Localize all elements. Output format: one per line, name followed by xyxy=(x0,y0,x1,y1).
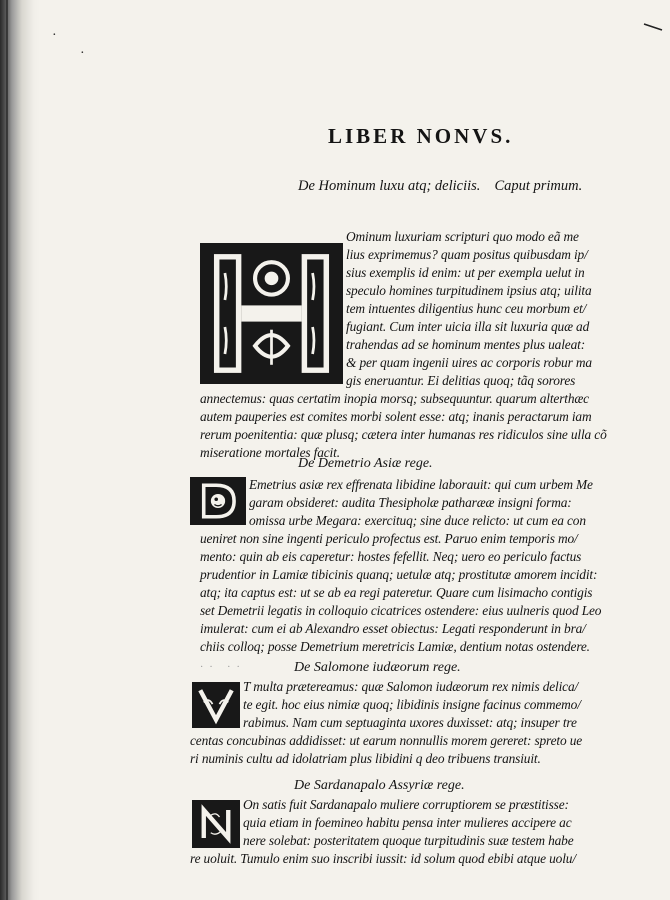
margin-speck: · xyxy=(52,28,57,43)
text-line: lius exprimemus? quam positus quibusdam ip/ xyxy=(346,247,588,262)
decorated-initial-n xyxy=(192,800,240,848)
chapter-label: Caput primum. xyxy=(494,178,583,194)
text-line: & per quam ingenii uires ac corporis robur ma xyxy=(346,355,592,370)
subsection-heading: De Demetrio Asiæ rege. xyxy=(298,456,433,471)
subsection-heading: De Sardanapalo Assyriæ rege. xyxy=(294,778,465,793)
book-title: LIBER NONVS. xyxy=(328,124,514,148)
book-spine-edge xyxy=(0,0,40,900)
text-line: nere solebat: posteritatem quoque turpitudinis suæ testem habe xyxy=(243,833,574,848)
text-line: speculo homines turpitudinem ipsius atq; uilita xyxy=(346,283,592,298)
text-line: ueniret non sine ingenti periculo profectus est. Paruo enim temporis mo/ xyxy=(200,531,578,546)
section-title: De Hominum luxu atq; deliciis. xyxy=(298,178,481,194)
text-line: ri numinis cultu ad idolatriam plus libidini q deo tribuens transiuit. xyxy=(190,751,541,766)
text-line: set Demetrii legatis in colloquio cicatrices ostendere: eius uulneris quod Leo xyxy=(200,603,602,618)
decorated-initial-h xyxy=(200,243,343,384)
text-line: mento: quin ab eis caperetur: hostes fefellit. Neq; uero eo periculo factus xyxy=(200,549,582,564)
text-line: imulerat: cum ei ab Alexandro esset obiectus: Legati responderunt in bra/ xyxy=(200,621,586,636)
text-line: tem intuentes diligentius hunc ceu morbum et/ xyxy=(346,301,587,316)
margin-speck: · xyxy=(80,46,85,61)
text-line: Ominum luxuriam scripturi quo modo eã me xyxy=(346,229,579,244)
section-heading xyxy=(298,178,618,195)
text-line: quia etiam in foemineo habitu pensa inter mulieres accipere ac xyxy=(243,815,572,830)
text-line: omissa urbe Megara: exercituq; sine duce relicto: ut cum ea con xyxy=(249,513,586,528)
text-line: T multa prætereamus: quæ Salomon iudæorum rex nimis delica/ xyxy=(243,679,579,694)
text-line: rerum poenitentia: quæ plusq; cætera inter humanas res ridiculos sine ulla cõ xyxy=(200,427,607,442)
text-line: Emetrius asiæ rex effrenata libidine laborauit: qui cum urbem Me xyxy=(249,477,593,492)
text-line: sius exemplis id enim: ut per exempla uelut in xyxy=(346,265,585,280)
decorated-initial-v xyxy=(192,682,240,728)
text-line: On satis fuit Sardanapalo muliere corruptiorem se præstitisse: xyxy=(243,797,569,812)
text-line: annectemus: quas certatim inopia morsq; subsequuntur. quarum alterthæc xyxy=(200,391,589,406)
ornament-icon xyxy=(193,480,243,522)
ornament-icon xyxy=(195,803,237,845)
text-line: miseratione mortales facit. xyxy=(200,445,340,460)
text-line: re uoluit. Tumulo enim suo inscribi iussit: id solum quod ebibi atque uolu/ xyxy=(190,851,576,866)
text-line: rabimus. Nam cum septuaginta uxores duxisset: atq; insuper tre xyxy=(243,715,577,730)
faint-marginal-marks: ·· ·· xyxy=(200,662,246,673)
text-line: gis eneruantur. Ei delitias quoq; tãq sorores xyxy=(346,373,576,388)
ornament-icon xyxy=(195,685,237,725)
text-line: fugiant. Cum inter uicia illa sit luxuria quæ ad xyxy=(346,319,590,334)
subsection-heading: De Salomone iudæorum rege. xyxy=(294,660,461,675)
text-line: trahendas ad se hominum mentes plus ualeat: xyxy=(346,337,586,352)
text-line: te egit. hoc eius nimiæ quoq; libidinis insigne facinus commemo/ xyxy=(243,697,581,712)
spine-shadow-line xyxy=(6,0,8,900)
text-line: autem pauperies est comites morbi solent esse: atq; inanis peractarum iam xyxy=(200,409,592,424)
text-line: chiis colloq; posse Demetrium meretricis Lamiæ, dentium notas ostendere. xyxy=(200,639,590,654)
ornament-icon xyxy=(203,246,340,381)
text-line: garam obsideret: audita Thesipholæ patharææ insigni forma: xyxy=(249,495,572,510)
decorated-initial-d xyxy=(190,477,246,525)
text-line: atq; ita captus est: ut se ab ea regi pateretur. Quare cum lisimacho contigis xyxy=(200,585,593,600)
page-corner-mark xyxy=(642,22,666,32)
text-line: prudentior in Lamiæ tibicinis quanq; uetulæ atq; prostitutæ amorem incidit: xyxy=(200,567,598,582)
book-page xyxy=(40,0,670,900)
text-line: centas concubinas addidisset: ut earum nonnullis morem gereret: spreto ue xyxy=(190,733,583,748)
